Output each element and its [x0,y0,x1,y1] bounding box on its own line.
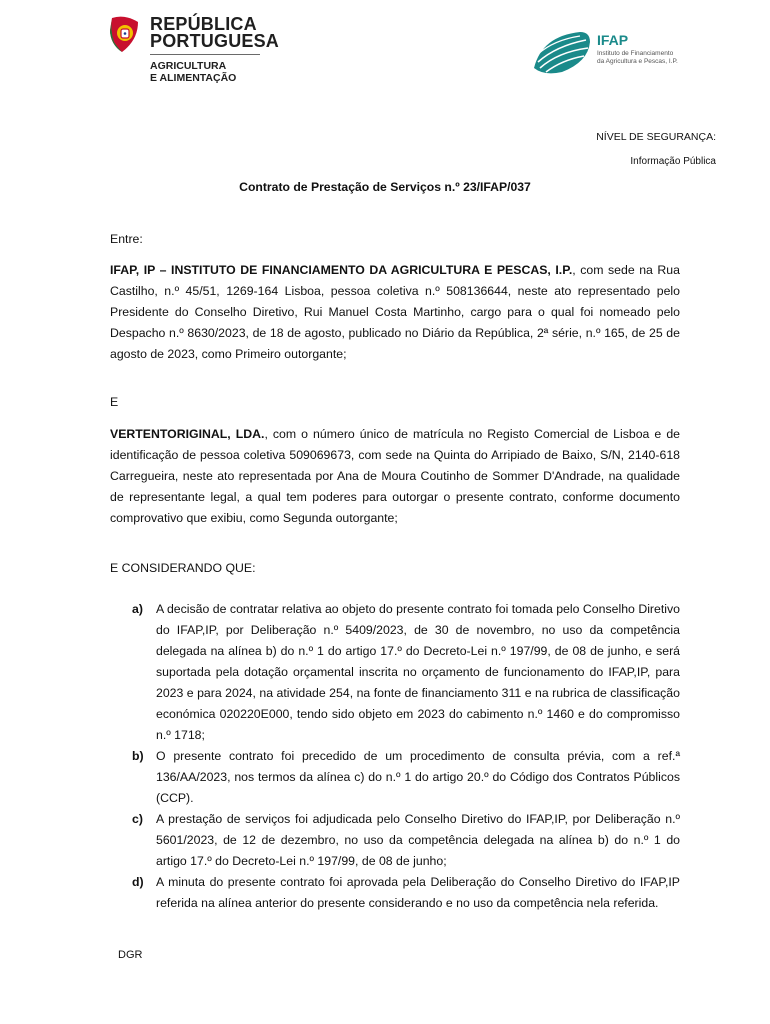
item-text: A decisão de contratar relativa ao objeto do presente contrato foi tomada pelo Conselho Diretivo do IFAP,IP, por Deliberação n.º 5409/2023, de 30 de novembro, no uso da competência delegada na alínea b) do n.º 1 do artigo 17.º do Decreto-Lei n.º 197/99, de 08 de junho, e será suportada pela dotação orçamental inscrita no orçamento de funcionamento do IFAP,IP, para 2023 e para 2024, na atividade 254, na fonte de financiamento 311 e na rubrica de classificação económica 020220E000, tendo sido objeto em 2023 do cabimento n.º 1460 e do compromisso n.º 1718; [156,602,680,742]
party2-paragraph [110,424,680,529]
ifap-name: IFAP [597,32,629,48]
item-label: d) [132,875,144,889]
between-label: Entre: [110,232,143,246]
gov-title: REPÚBLICA PORTUGUESA [150,14,280,51]
party2-name: VERTENTORIGINAL, LDA. [110,427,265,441]
document-title: Contrato de Prestação de Serviços n.º 23/IFAP/037 [239,180,531,194]
considering-heading: E CONSIDERANDO QUE: [110,561,256,575]
divider [150,54,260,55]
ifap-logo [532,28,702,78]
security-level-label: NÍVEL DE SEGURANÇA: [596,131,716,143]
security-level-value: Informação Pública [630,156,716,167]
coat-of-arms-icon [108,16,142,54]
item-text: A prestação de serviços foi adjudicada pelo Conselho Diretivo do IFAP,IP, por Deliberação n.º 5601/2023, de 12 de dezembro, no uso da competência delegada na alínea b) do n.º 1 do artigo 17.º do Decreto-Lei n.º 197/99, de 08 de junho; [156,812,680,868]
item-text: A minuta do presente contrato foi aprovada pela Deliberação do Conselho Diretivo do IFAP,IP referida na alínea anterior do presente considerando e no uso da competência nela referida. [156,875,680,910]
party1-paragraph [110,260,680,365]
item-text: O presente contrato foi precedido de um procedimento de consulta prévia, com a ref.ª 136/AA/2023, nos termos da alínea c) do n.º 1 do artigo 20.º do Código dos Contratos Públicos (CCP). [156,749,680,805]
footer-code: DGR [118,949,143,961]
ifap-description: Instituto de Financiamento da Agricultura e Pescas, I.P. [597,50,678,65]
gov-subtitle: AGRICULTURA E ALIMENTAÇÃO [150,60,237,84]
party1-name: IFAP, IP – INSTITUTO DE FINANCIAMENTO DA AGRICULTURA E PESCAS, I.P. [110,263,573,277]
ifap-emblem-icon [532,28,592,76]
party2-text: , com o número único de matrícula no Registo Comercial de Lisboa e de identificação de pessoa coletiva 509069673, com sede na Quinta do Arripiado de Baixo, S/N, 2140-618 Carregueira, neste ato representada por Ana de Moura Coutinho de Sommer D'Andrade, na qualidade de representante legal, a qual tem poderes para outorgar o presente contrato, conforme documento comprovativo que exibiu, como Segunda outorgante; [110,427,680,525]
item-label: c) [132,812,143,826]
gov-logo [108,14,278,86]
party1-text: , com sede na Rua Castilho, n.º 45/51, 1269-164 Lisboa, pessoa coletiva n.º 508136644, neste ato representado pelo Presidente do Conselho Diretivo, Rui Manuel Costa Martinho, cargo para o qual foi nomeado pelo Despacho n.º 8630/2023, de 18 de agosto, publicado no Diário da República, 2ª série, n.º 165, de 25 de agosto de 2023, como Primeiro outorgante; [110,263,680,361]
item-label: b) [132,749,144,763]
item-label: a) [132,602,143,616]
and-label: E [110,395,119,409]
